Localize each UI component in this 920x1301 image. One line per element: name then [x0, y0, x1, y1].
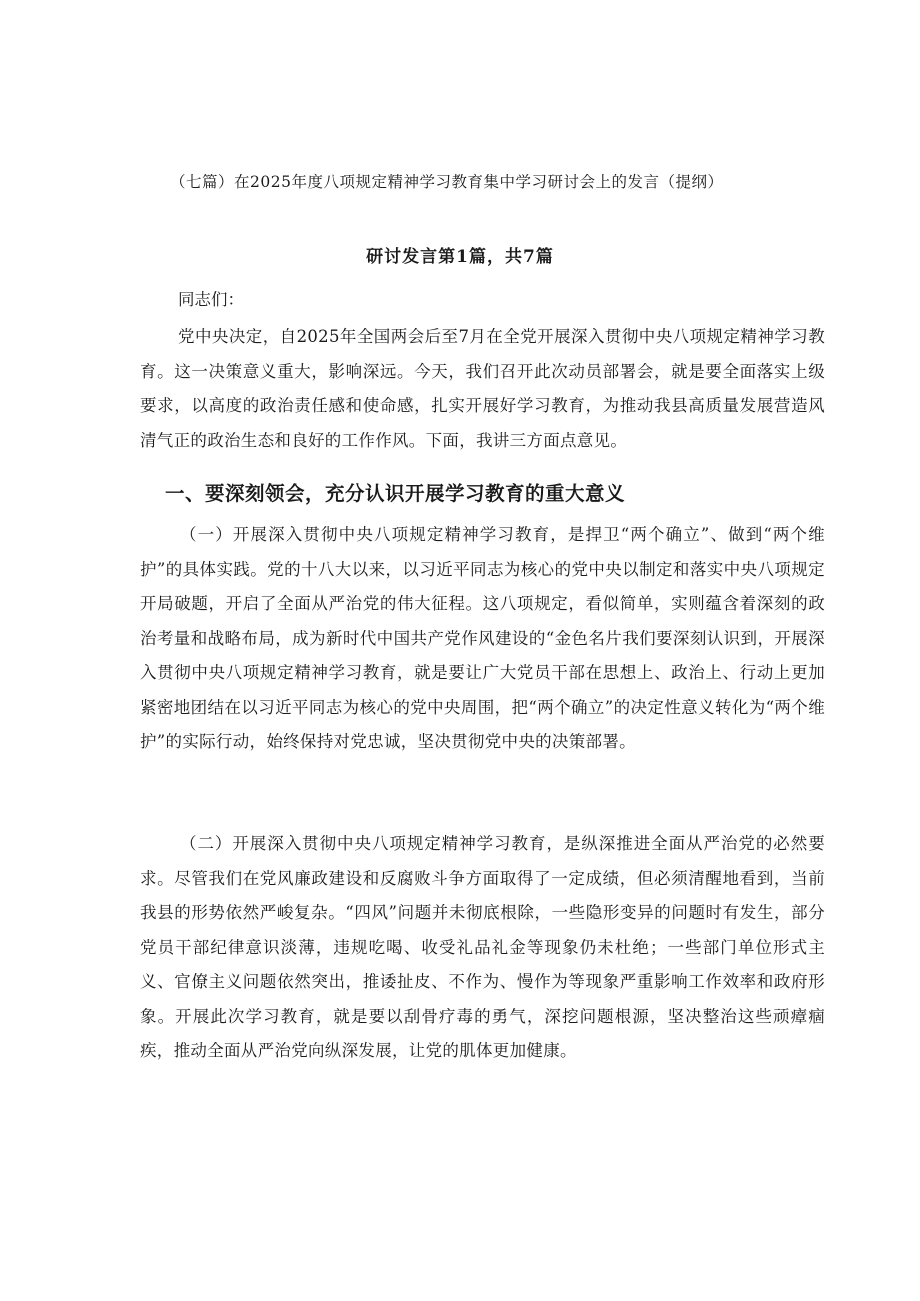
salutation: 同志们： — [178, 290, 244, 309]
body-paragraph: （二）开展深入贯彻中央八项规定精神学习教育，是纵深推进全面从严治党的必然要求。尽管我们在党风廉政建设和反腐败斗争方面取得了一定成绩，但必须清醒地看到，当前我县的形势依然严峻复杂。“四风”问题并未彻底根除，一些隐形变异的问题时有发生，部分党员干部纪律意识淡薄，违规吃喝、收受礼品礼金等现象仍未杜绝；一些部门单位形式主义、官僚主义问题依然突出，推诿扯皮、不作为、慢作为等现象严重影响工作效率和政府形象。开展此次学习教育，就是要以刮骨疗毒的勇气，深挖问题根源，坚决整治这些顽瘴痼疾，推动全面从严治党向纵深发展，让党的肌体更加健康。 — [140, 834, 825, 1060]
body-paragraph: （一）开展深入贯彻中央八项规定精神学习教育，是捍卫“两个确立”、做到“两个维护”的具体实践。党的十八大以来，以习近平同志为核心的党中央以制定和落实中央八项规定开局破题，开启了全面从严治党的伟大征程。这八项规定，看似简单，实则蕴含着深刻的政治考量和战略布局，成为新时代中国共产党作风建设的“金色名片我们要深刻认识到，开展深入贯彻中央八项规定精神学习教育，就是要让广大党员干部在思想上、政治上、行动上更加紧密地团结在以习近平同志为核心的党中央周围，把“两个确立”的决定性意义转化为“两个维护”的实际行动，始终保持对党忠诚，坚决贯彻党中央的决策部署。 — [140, 525, 825, 751]
document-title: （七篇）在2025年度八项规定精神学习教育集中学习研讨会上的发言（提纲） — [170, 173, 724, 191]
section-heading: 一、要深刻领会，充分认识开展学习教育的重大意义 — [165, 482, 626, 505]
document-subtitle: 研讨发言第1篇，共7篇 — [366, 247, 554, 267]
intro-paragraph: 党中央决定，自2025年全国两会后至7月在全党开展深入贯彻中央八项规定精神学习教育。这一决策意义重大，影响深远。今天，我们召开此次动员部署会，就是要全面落实上级要求，以高度的政治责任感和使命感，扎实开展好学习教育，为推动我县高质量发展营造风清气正的政治生态和良好的工作作风。下面，我讲三方面点意见。 — [140, 327, 825, 450]
